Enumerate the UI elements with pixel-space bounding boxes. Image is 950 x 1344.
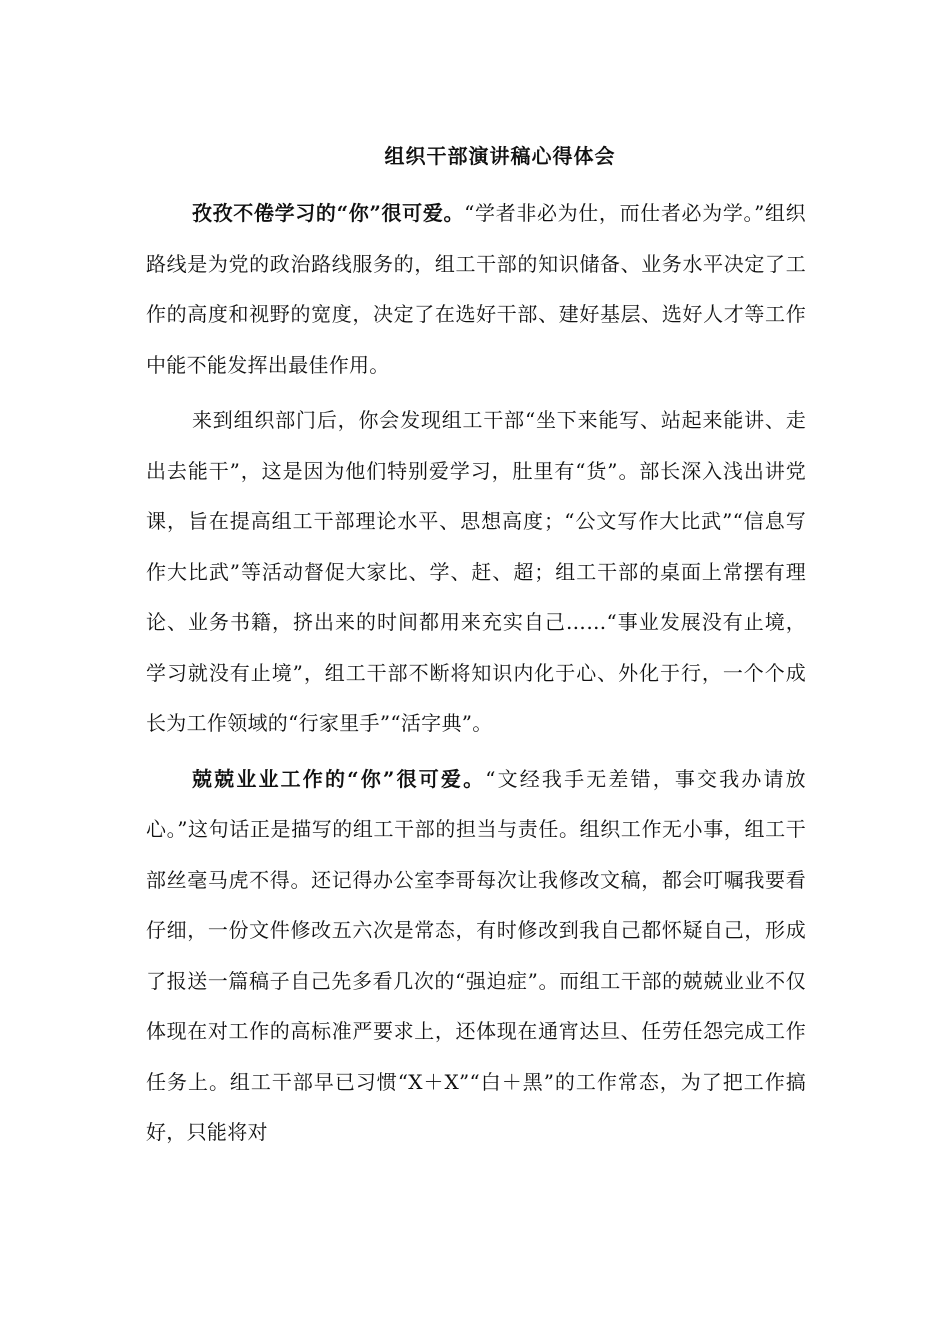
paragraph-1-text: “学者非必为仕，而仕者必为学。”组织路线是为党的政治路线服务的，组工干部的知识储备、业务水平决定了工作的高度和视野的宽度，决定了在选好干部、建好基层、选好人才等工作中能不能发挥出最佳作用。 bbox=[146, 201, 806, 377]
paragraph-1 bbox=[146, 188, 806, 390]
paragraph-2 bbox=[146, 395, 806, 749]
paragraph-3 bbox=[146, 754, 806, 1158]
paragraph-1-lead: 孜孜不倦学习的“你”很可爱。 bbox=[192, 201, 465, 225]
paragraph-3-lead: 兢兢业业工作的“你”很可爱。 bbox=[192, 766, 486, 791]
document-body bbox=[146, 188, 806, 1163]
paragraph-3-text: “文经我手无差错，事交我办请放心。”这句话正是描写的组工干部的担当与责任。组织工作无小事，组工干部丝毫马虎不得。还记得办公室李哥每次让我修改文稿，都会叮嘱我要看仔细，一份文件修改五六次是常态，有时修改到我自己都怀疑自己，形成了报送一篇稿子自己先多看几次的“强迫症”。而组工干部的兢兢业业不仅体现在对工作的高标准严要求上，还体现在通宵达旦、任劳任怨完成工作任务上。组工干部早已习惯“X＋X”“白＋黑”的工作常态，为了把工作搞好，只能将对 bbox=[146, 766, 806, 1144]
paragraph-2-text: 来到组织部门后，你会发现组工干部“坐下来能写、站起来能讲、走出去能干”，这是因为他们特别爱学习，肚里有“货”。部长深入浅出讲党课，旨在提高组工干部理论水平、思想高度；“公文写作大比武”“信息写作大比武”等活动督促大家比、学、赶、超；组工干部的桌面上常摆有理论、业务书籍，挤出来的时间都用来充实自己……“事业发展没有止境，学习就没有止境”，组工干部不断将知识内化于心、外化于行，一个个成长为工作领域的“行家里手”“活字典”。 bbox=[146, 408, 806, 735]
document-title: 组织干部演讲稿心得体会 bbox=[384, 144, 616, 168]
